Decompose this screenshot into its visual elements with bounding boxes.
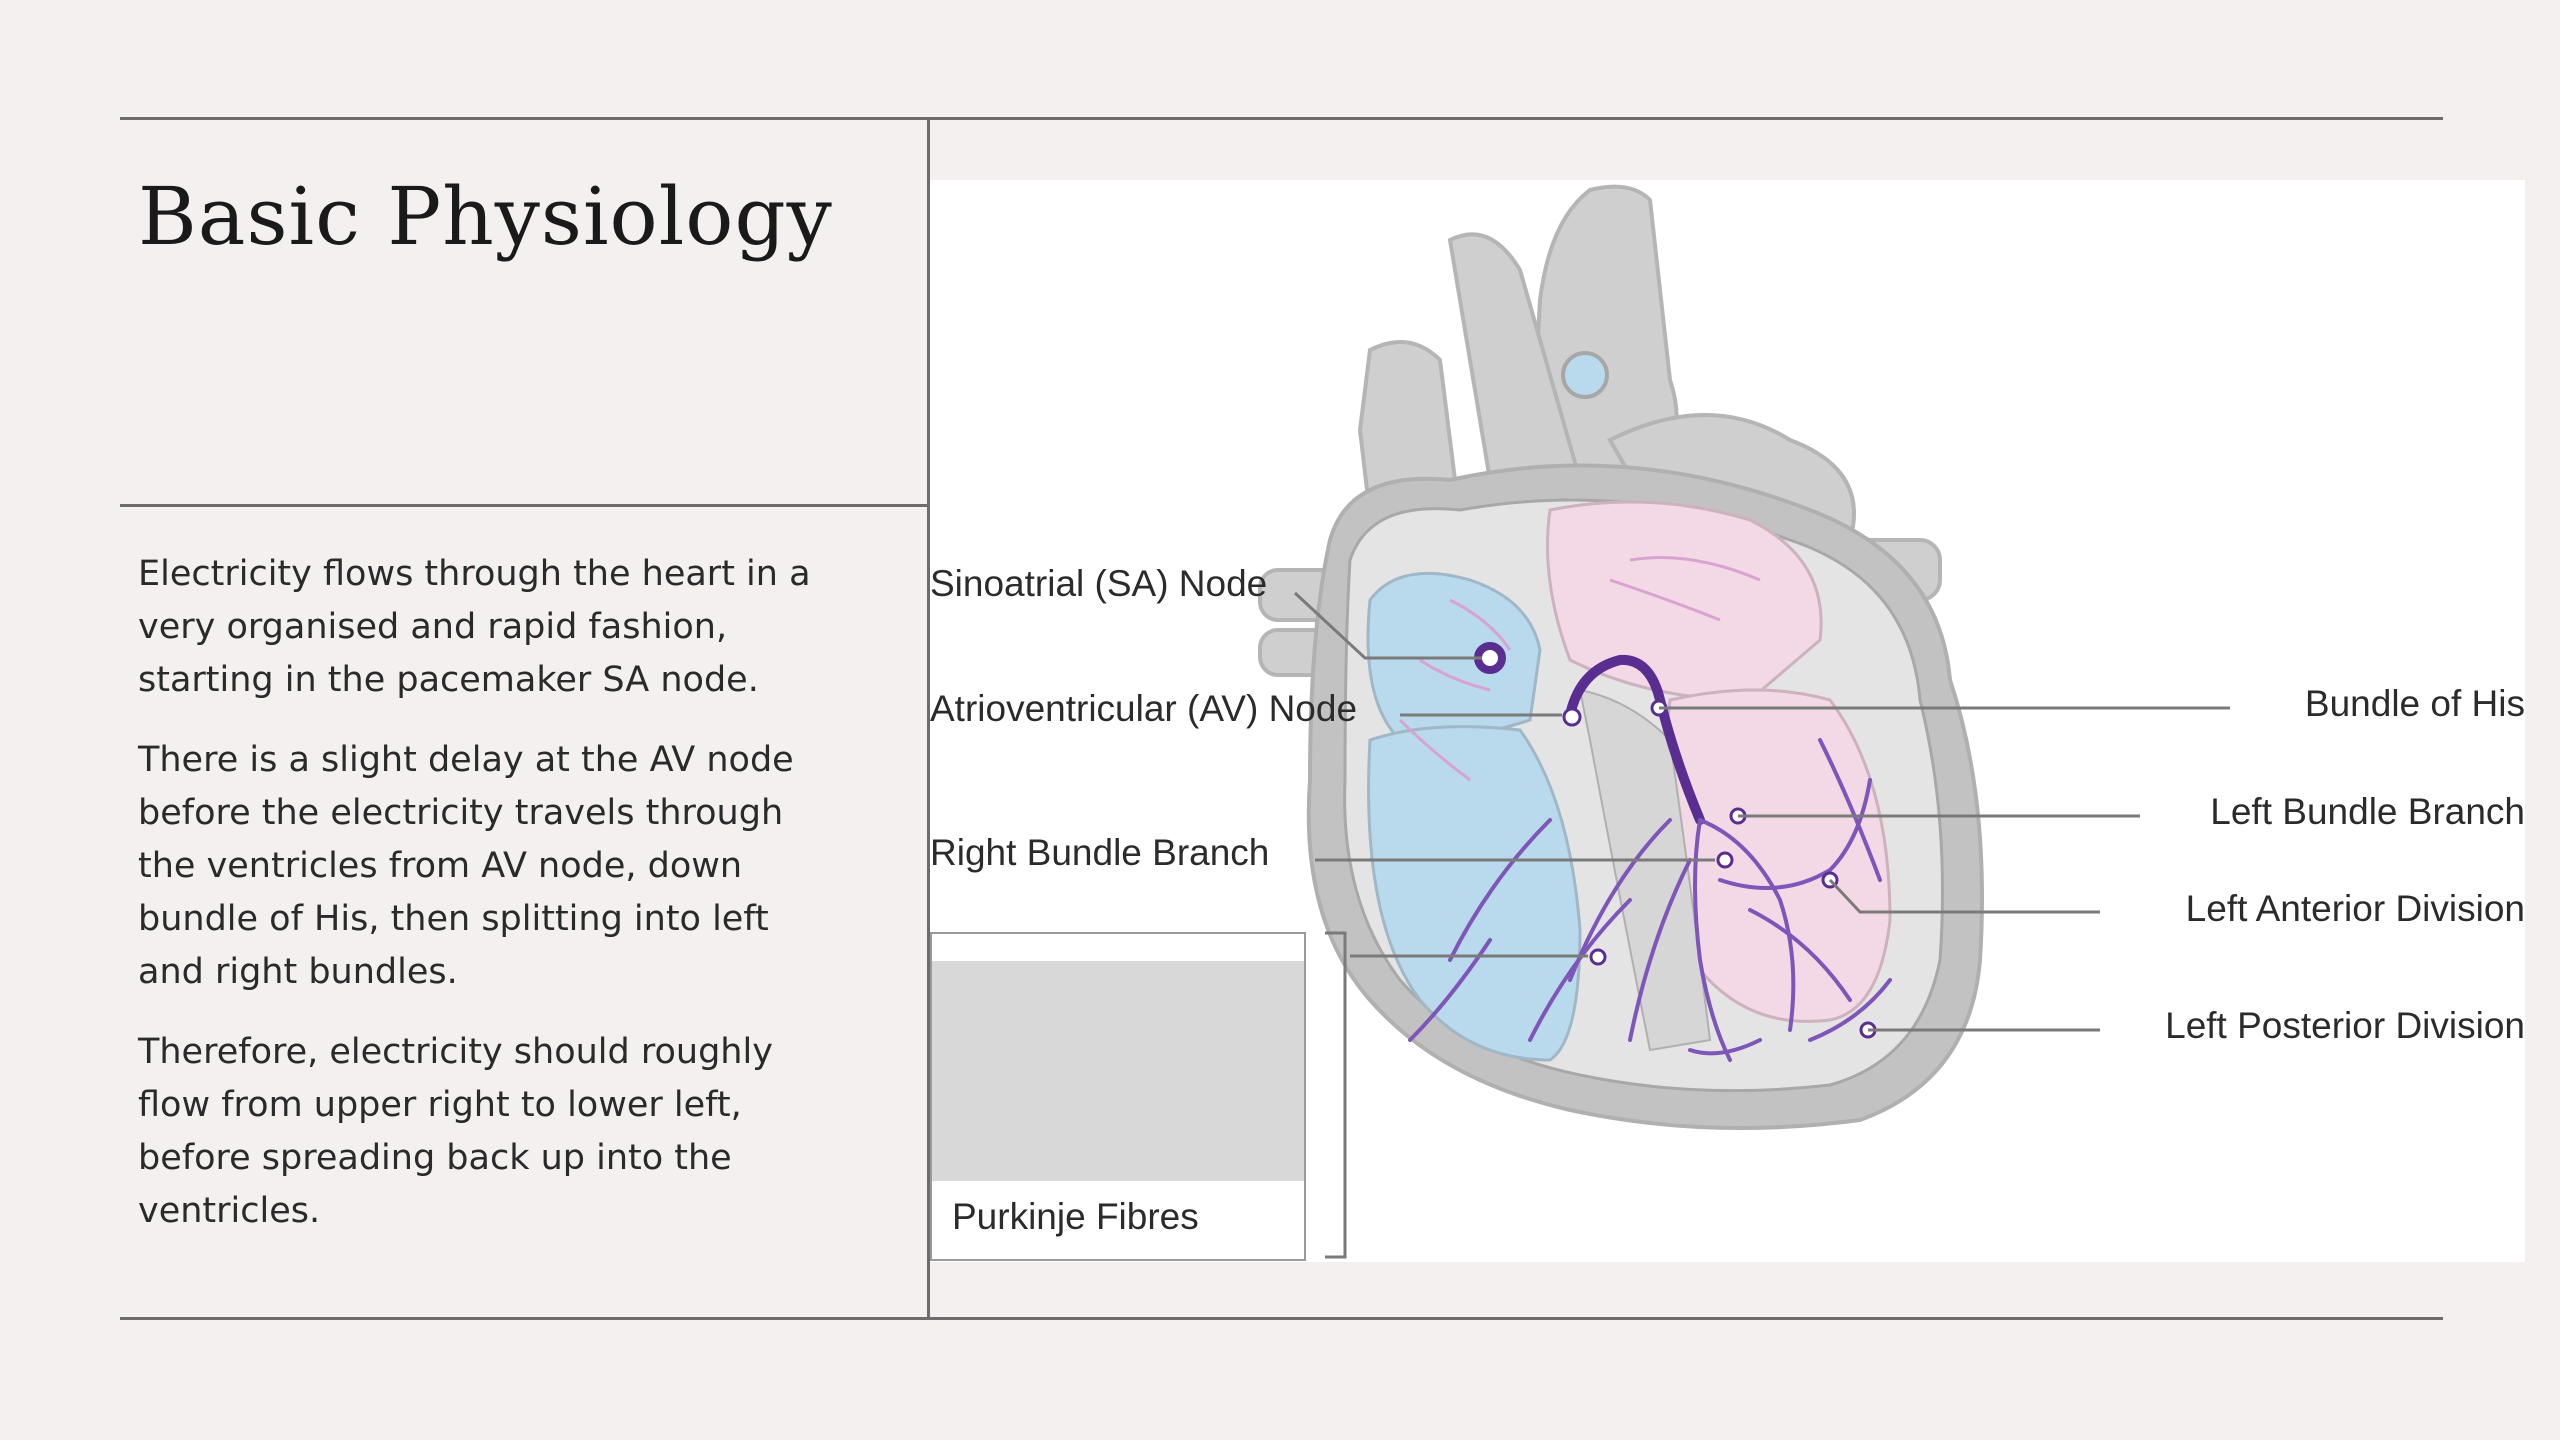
label-left-bundle-branch: Left Bundle Branch: [2210, 791, 2525, 832]
purkinje-inset: [930, 932, 1306, 1261]
purkinje-inset-image: [932, 961, 1304, 1181]
top-rule: [120, 117, 2443, 120]
body-text: [138, 548, 838, 1265]
label-right-bundle-branch: Right Bundle Branch: [930, 832, 1270, 873]
page-title: Basic Physiology: [138, 170, 833, 263]
left-mid-rule: [120, 504, 928, 507]
heart-conduction-diagram: [930, 180, 2525, 1262]
paragraph-2: There is a slight delay at the AV node before the electricity travels through the ventricles from AV node, down bundle of His, then splitting into left and right bundles.: [138, 740, 794, 992]
label-left-anterior-division: Left Anterior Division: [2185, 888, 2525, 929]
label-left-posterior-division: Left Posterior Division: [2165, 1005, 2525, 1046]
label-av-node: Atrioventricular (AV) Node: [930, 688, 1358, 729]
paragraph-1: Electricity flows through the heart in a very organised and rapid fashion, starting in the pacemaker SA node.: [138, 554, 811, 700]
label-purkinje: Purkinje Fibres: [952, 1196, 1199, 1237]
label-sa-node: Sinoatrial (SA) Node: [930, 563, 1268, 604]
paragraph-3: Therefore, electricity should roughly flow from upper right to lower left, before spreading back up into the ventricles.: [138, 1032, 773, 1231]
bottom-rule: [120, 1317, 2443, 1320]
label-bundle-of-his: Bundle of His: [2304, 683, 2525, 724]
